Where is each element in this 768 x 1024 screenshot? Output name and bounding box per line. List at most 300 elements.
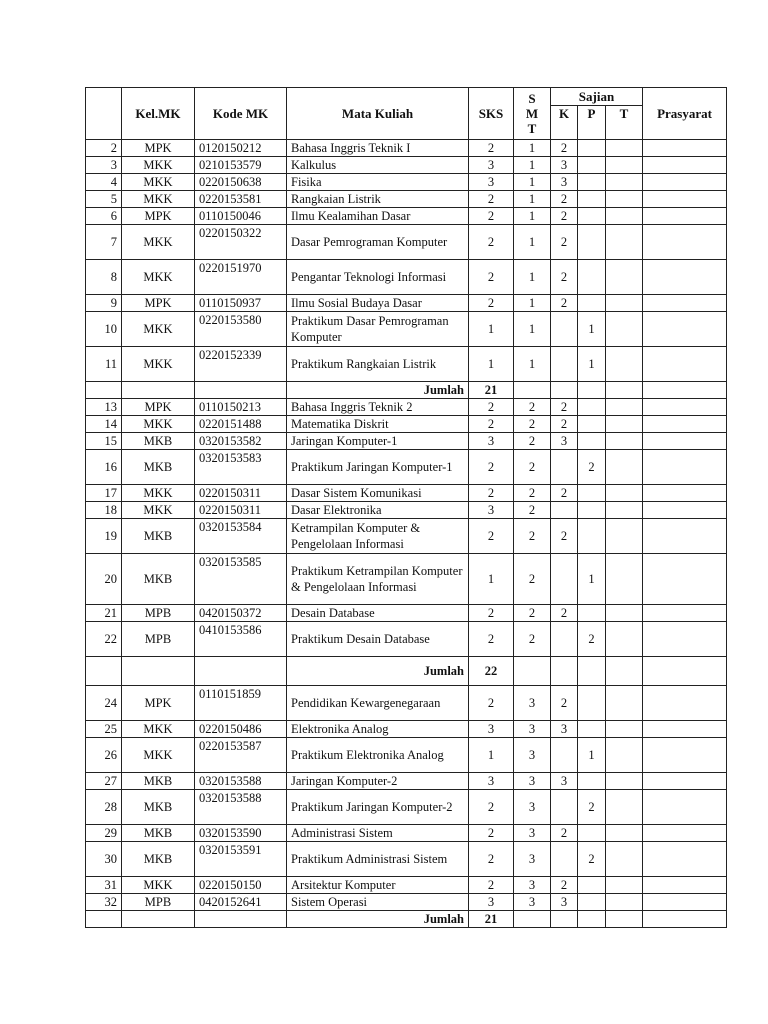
prasyarat-cell [643, 174, 727, 191]
course-sks: 2 [469, 686, 514, 721]
sajian-t [606, 894, 643, 911]
sajian-t [606, 738, 643, 773]
table-row [86, 842, 727, 877]
row-number: 3 [86, 157, 122, 174]
sajian-t [606, 225, 643, 260]
course-sks: 2 [469, 295, 514, 312]
total-label: Jumlah [287, 911, 469, 928]
table-row [86, 399, 727, 416]
sajian-p [578, 519, 606, 554]
total-empty-cell [514, 382, 551, 399]
sajian-k: 3 [551, 433, 578, 450]
course-code: 0220150486 [195, 721, 287, 738]
sajian-p: 1 [578, 312, 606, 347]
header-mata-kuliah: Mata Kuliah [287, 88, 469, 140]
sajian-k [551, 842, 578, 877]
total-row [86, 911, 727, 928]
course-sks: 1 [469, 738, 514, 773]
course-semester: 1 [514, 174, 551, 191]
prasyarat-cell [643, 157, 727, 174]
sajian-k: 3 [551, 773, 578, 790]
sajian-k: 2 [551, 208, 578, 225]
total-label: Jumlah [287, 382, 469, 399]
course-group: MKK [122, 485, 195, 502]
row-number: 26 [86, 738, 122, 773]
course-group: MKB [122, 554, 195, 605]
sajian-k: 2 [551, 295, 578, 312]
course-sks: 3 [469, 894, 514, 911]
sajian-k [551, 347, 578, 382]
header-sajian: Sajian [551, 88, 643, 106]
sajian-t [606, 416, 643, 433]
course-sks: 3 [469, 157, 514, 174]
sajian-t [606, 773, 643, 790]
total-empty-cell [514, 657, 551, 686]
course-group: MKB [122, 773, 195, 790]
prasyarat-cell [643, 502, 727, 519]
sajian-t [606, 347, 643, 382]
course-code: 0220150311 [195, 502, 287, 519]
course-name: Jaringan Komputer-2 [287, 773, 469, 790]
course-code: 0220150150 [195, 877, 287, 894]
course-name: Desain Database [287, 605, 469, 622]
sajian-p [578, 208, 606, 225]
course-code: 0220153587 [195, 738, 287, 773]
total-empty-cell [606, 382, 643, 399]
course-sks: 2 [469, 450, 514, 485]
row-number: 16 [86, 450, 122, 485]
header-smt-t: T [527, 121, 537, 136]
course-semester: 2 [514, 433, 551, 450]
total-empty-cell [122, 657, 195, 686]
prasyarat-cell [643, 416, 727, 433]
sajian-k [551, 790, 578, 825]
sajian-k: 2 [551, 686, 578, 721]
sajian-p [578, 416, 606, 433]
course-code: 0220151488 [195, 416, 287, 433]
sajian-k: 2 [551, 877, 578, 894]
course-semester: 3 [514, 894, 551, 911]
course-code: 0410153586 [195, 622, 287, 657]
course-semester: 3 [514, 825, 551, 842]
course-semester: 2 [514, 399, 551, 416]
course-semester: 3 [514, 773, 551, 790]
row-number: 25 [86, 721, 122, 738]
total-label: Jumlah [287, 657, 469, 686]
row-number: 22 [86, 622, 122, 657]
course-code: 0320153591 [195, 842, 287, 877]
table-row [86, 140, 727, 157]
course-sks: 2 [469, 225, 514, 260]
sajian-t [606, 605, 643, 622]
sajian-k: 3 [551, 174, 578, 191]
course-semester: 1 [514, 225, 551, 260]
prasyarat-cell [643, 260, 727, 295]
course-semester: 1 [514, 140, 551, 157]
row-number: 4 [86, 174, 122, 191]
total-empty-cell [195, 382, 287, 399]
course-group: MPK [122, 686, 195, 721]
course-name: Kalkulus [287, 157, 469, 174]
total-empty-cell [551, 382, 578, 399]
sajian-p [578, 399, 606, 416]
course-sks: 2 [469, 790, 514, 825]
sajian-t [606, 399, 643, 416]
course-semester: 3 [514, 738, 551, 773]
course-code: 0220150311 [195, 485, 287, 502]
sajian-p: 1 [578, 347, 606, 382]
course-group: MKB [122, 519, 195, 554]
course-sks: 3 [469, 174, 514, 191]
header-smt [514, 88, 551, 140]
table-row [86, 174, 727, 191]
row-number: 30 [86, 842, 122, 877]
course-name: Ilmu Kealamihan Dasar [287, 208, 469, 225]
course-code: 0420150372 [195, 605, 287, 622]
course-group: MKK [122, 174, 195, 191]
table-row [86, 157, 727, 174]
row-number: 11 [86, 347, 122, 382]
course-group: MKK [122, 157, 195, 174]
sajian-k: 2 [551, 519, 578, 554]
prasyarat-cell [643, 450, 727, 485]
course-group: MKK [122, 260, 195, 295]
course-group: MKK [122, 191, 195, 208]
course-sks: 1 [469, 312, 514, 347]
course-code: 0110150213 [195, 399, 287, 416]
course-name: Elektronika Analog [287, 721, 469, 738]
course-sks: 1 [469, 554, 514, 605]
course-name: Pendidikan Kewargenegaraan [287, 686, 469, 721]
sajian-t [606, 842, 643, 877]
prasyarat-cell [643, 721, 727, 738]
course-semester: 2 [514, 416, 551, 433]
course-group: MKB [122, 842, 195, 877]
table-row [86, 554, 727, 605]
prasyarat-cell [643, 208, 727, 225]
sajian-p: 2 [578, 450, 606, 485]
sajian-k: 2 [551, 140, 578, 157]
course-semester: 2 [514, 554, 551, 605]
course-group: MPK [122, 140, 195, 157]
table-row [86, 312, 727, 347]
sajian-t [606, 877, 643, 894]
prasyarat-cell [643, 790, 727, 825]
table-row [86, 894, 727, 911]
row-number: 24 [86, 686, 122, 721]
course-group: MPB [122, 622, 195, 657]
sajian-k [551, 738, 578, 773]
prasyarat-cell [643, 485, 727, 502]
sajian-k: 3 [551, 157, 578, 174]
course-sks: 2 [469, 416, 514, 433]
course-name: Praktikum Rangkaian Listrik [287, 347, 469, 382]
course-group: MKK [122, 877, 195, 894]
table-header [86, 88, 727, 140]
sajian-k [551, 554, 578, 605]
course-sks: 2 [469, 208, 514, 225]
total-value: 22 [469, 657, 514, 686]
sajian-k: 2 [551, 416, 578, 433]
sajian-k [551, 450, 578, 485]
sajian-k: 2 [551, 485, 578, 502]
prasyarat-cell [643, 825, 727, 842]
course-semester: 1 [514, 191, 551, 208]
table-row [86, 605, 727, 622]
course-semester: 1 [514, 260, 551, 295]
sajian-p [578, 605, 606, 622]
prasyarat-cell [643, 605, 727, 622]
sajian-p [578, 502, 606, 519]
sajian-p [578, 773, 606, 790]
course-sks: 3 [469, 433, 514, 450]
sajian-k: 2 [551, 605, 578, 622]
header-p: P [578, 106, 606, 140]
sajian-p [578, 485, 606, 502]
course-name: Sistem Operasi [287, 894, 469, 911]
course-semester: 2 [514, 605, 551, 622]
sajian-p [578, 174, 606, 191]
prasyarat-cell [643, 433, 727, 450]
sajian-p [578, 140, 606, 157]
course-sks: 3 [469, 721, 514, 738]
table-row [86, 519, 727, 554]
course-semester: 1 [514, 312, 551, 347]
table-row [86, 433, 727, 450]
sajian-t [606, 140, 643, 157]
course-semester: 3 [514, 842, 551, 877]
prasyarat-cell [643, 399, 727, 416]
course-group: MKB [122, 433, 195, 450]
course-code: 0320153583 [195, 450, 287, 485]
course-name: Praktikum Elektronika Analog [287, 738, 469, 773]
course-group: MPB [122, 894, 195, 911]
course-code: 0220150638 [195, 174, 287, 191]
sajian-k: 2 [551, 191, 578, 208]
sajian-t [606, 622, 643, 657]
total-empty-cell [551, 911, 578, 928]
table-row [86, 738, 727, 773]
prasyarat-cell [643, 191, 727, 208]
course-name: Ketrampilan Komputer & Pengelolaan Informasi [287, 519, 469, 554]
sajian-t [606, 208, 643, 225]
sajian-k: 2 [551, 260, 578, 295]
sajian-p [578, 877, 606, 894]
total-empty-cell [551, 657, 578, 686]
course-sks: 1 [469, 347, 514, 382]
header-no [86, 88, 122, 140]
sajian-p [578, 295, 606, 312]
total-empty-cell [86, 911, 122, 928]
header-smt-m: M [525, 106, 539, 121]
table-row [86, 260, 727, 295]
row-number: 14 [86, 416, 122, 433]
total-empty-cell [578, 657, 606, 686]
sajian-t [606, 554, 643, 605]
row-number: 15 [86, 433, 122, 450]
course-code: 0320153588 [195, 790, 287, 825]
prasyarat-cell [643, 842, 727, 877]
prasyarat-cell [643, 225, 727, 260]
course-name: Rangkaian Listrik [287, 191, 469, 208]
course-group: MKK [122, 416, 195, 433]
sajian-t [606, 790, 643, 825]
prasyarat-cell [643, 738, 727, 773]
sajian-k: 3 [551, 721, 578, 738]
header-sks: SKS [469, 88, 514, 140]
total-empty-cell [643, 911, 727, 928]
sajian-k [551, 312, 578, 347]
prasyarat-cell [643, 877, 727, 894]
course-name: Matematika Diskrit [287, 416, 469, 433]
course-code: 0220153580 [195, 312, 287, 347]
table-row [86, 790, 727, 825]
course-semester: 1 [514, 157, 551, 174]
table-row [86, 191, 727, 208]
course-group: MKB [122, 450, 195, 485]
table-row [86, 622, 727, 657]
table-row [86, 295, 727, 312]
course-semester: 2 [514, 485, 551, 502]
course-sks: 2 [469, 622, 514, 657]
prasyarat-cell [643, 140, 727, 157]
prasyarat-cell [643, 347, 727, 382]
sajian-k: 2 [551, 825, 578, 842]
sajian-k [551, 502, 578, 519]
course-semester: 2 [514, 519, 551, 554]
course-group: MKK [122, 502, 195, 519]
course-name: Ilmu Sosial Budaya Dasar [287, 295, 469, 312]
row-number: 5 [86, 191, 122, 208]
sajian-p: 1 [578, 554, 606, 605]
sajian-t [606, 174, 643, 191]
row-number: 18 [86, 502, 122, 519]
sajian-p [578, 191, 606, 208]
sajian-p: 1 [578, 738, 606, 773]
total-value: 21 [469, 911, 514, 928]
table-row [86, 450, 727, 485]
row-number: 9 [86, 295, 122, 312]
sajian-t [606, 519, 643, 554]
sajian-p: 2 [578, 790, 606, 825]
course-group: MKB [122, 790, 195, 825]
total-empty-cell [578, 911, 606, 928]
row-number: 29 [86, 825, 122, 842]
row-number: 20 [86, 554, 122, 605]
course-name: Bahasa Inggris Teknik 2 [287, 399, 469, 416]
row-number: 7 [86, 225, 122, 260]
course-code: 0220152339 [195, 347, 287, 382]
course-code: 0320153585 [195, 554, 287, 605]
course-code: 0110151859 [195, 686, 287, 721]
sajian-t [606, 502, 643, 519]
sajian-k: 2 [551, 399, 578, 416]
sajian-t [606, 450, 643, 485]
course-sks: 3 [469, 773, 514, 790]
curriculum-table [85, 87, 727, 928]
course-sks: 2 [469, 825, 514, 842]
table-row [86, 208, 727, 225]
table-row [86, 225, 727, 260]
row-number: 19 [86, 519, 122, 554]
course-group: MPB [122, 605, 195, 622]
course-group: MPK [122, 208, 195, 225]
course-code: 0320153590 [195, 825, 287, 842]
sajian-p [578, 825, 606, 842]
total-empty-cell [643, 657, 727, 686]
course-code: 0220151970 [195, 260, 287, 295]
course-code: 0210153579 [195, 157, 287, 174]
sajian-k: 2 [551, 225, 578, 260]
row-number: 28 [86, 790, 122, 825]
sajian-p [578, 894, 606, 911]
total-empty-cell [514, 911, 551, 928]
table-row [86, 347, 727, 382]
sajian-t [606, 686, 643, 721]
prasyarat-cell [643, 686, 727, 721]
course-sks: 2 [469, 842, 514, 877]
course-name: Administrasi Sistem [287, 825, 469, 842]
course-semester: 3 [514, 877, 551, 894]
course-name: Dasar Pemrograman Komputer [287, 225, 469, 260]
table-row [86, 686, 727, 721]
sajian-p: 2 [578, 842, 606, 877]
total-empty-cell [122, 382, 195, 399]
course-code: 0320153584 [195, 519, 287, 554]
header-k: K [551, 106, 578, 140]
course-name: Praktikum Jaringan Komputer-2 [287, 790, 469, 825]
course-name: Pengantar Teknologi Informasi [287, 260, 469, 295]
table-row [86, 877, 727, 894]
total-value: 21 [469, 382, 514, 399]
course-name: Praktikum Dasar Pemrograman Komputer [287, 312, 469, 347]
sajian-t [606, 433, 643, 450]
prasyarat-cell [643, 554, 727, 605]
course-semester: 2 [514, 622, 551, 657]
course-code: 0110150046 [195, 208, 287, 225]
course-sks: 2 [469, 140, 514, 157]
course-code: 0220153581 [195, 191, 287, 208]
header-kode-mk: Kode MK [195, 88, 287, 140]
row-number: 27 [86, 773, 122, 790]
total-empty-cell [195, 657, 287, 686]
course-code: 0320153588 [195, 773, 287, 790]
sajian-p [578, 225, 606, 260]
course-name: Dasar Elektronika [287, 502, 469, 519]
course-name: Fisika [287, 174, 469, 191]
header-prasyarat: Prasyarat [643, 88, 727, 140]
sajian-k [551, 622, 578, 657]
sajian-p [578, 157, 606, 174]
course-semester: 1 [514, 208, 551, 225]
table-row [86, 502, 727, 519]
sajian-p: 2 [578, 622, 606, 657]
course-name: Praktikum Desain Database [287, 622, 469, 657]
table-body [86, 140, 727, 928]
total-empty-cell [122, 911, 195, 928]
prasyarat-cell [643, 894, 727, 911]
course-group: MKK [122, 225, 195, 260]
total-empty-cell [643, 382, 727, 399]
sajian-t [606, 191, 643, 208]
row-number: 8 [86, 260, 122, 295]
course-name: Dasar Sistem Komunikasi [287, 485, 469, 502]
header-t: T [606, 106, 643, 140]
course-group: MKB [122, 825, 195, 842]
sajian-p [578, 433, 606, 450]
row-number: 17 [86, 485, 122, 502]
sajian-p [578, 686, 606, 721]
